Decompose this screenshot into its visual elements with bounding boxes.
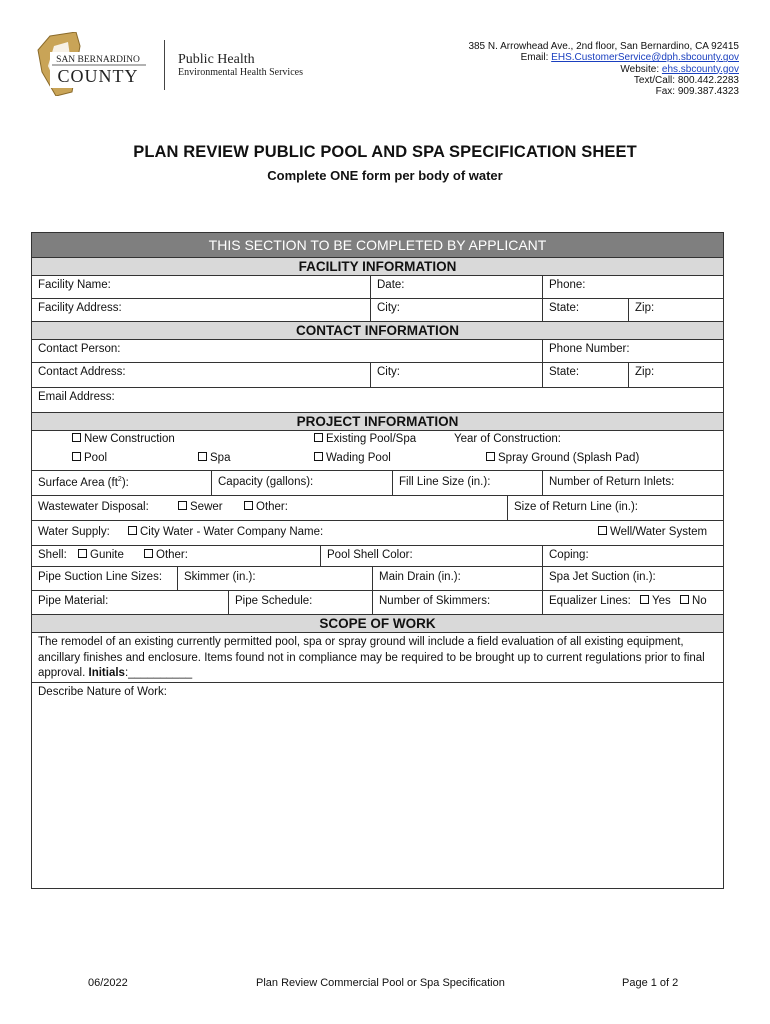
project-row-water [32, 520, 723, 545]
contact-city-field[interactable]: City: [370, 363, 542, 387]
project-row-wastewater [32, 495, 723, 520]
logo-line2: COUNTY [57, 66, 139, 86]
footer-page: Page 1 of 2 [622, 977, 679, 989]
checkbox-icon [144, 549, 153, 558]
facility-address-field[interactable]: Facility Address: [38, 302, 122, 314]
initials-label: Initials [88, 667, 125, 679]
checkbox-icon [244, 501, 253, 510]
department-name: Public Health [178, 52, 255, 67]
website-label: Website: [620, 63, 660, 75]
project-row-sizes [32, 470, 723, 495]
return-line-field[interactable]: Size of Return Line (in.): [507, 496, 725, 520]
address: 385 N. Arrowhead Ave., 2nd floor, San Bernardino, CA 92415 [468, 41, 739, 52]
page-title: PLAN REVIEW PUBLIC POOL AND SPA SPECIFICATION SHEET [133, 143, 637, 161]
contact-zip-field[interactable]: Zip: [628, 363, 725, 387]
pool-checkbox[interactable]: Pool [66, 449, 113, 470]
wastewater-other-checkbox[interactable]: Other: [238, 496, 294, 520]
checkbox-icon [314, 452, 323, 461]
applicant-banner: THIS SECTION TO BE COMPLETED BY APPLICANT [32, 233, 723, 257]
contact-person-field[interactable]: Contact Person: [38, 343, 121, 355]
checkbox-icon [78, 549, 87, 558]
facility-row-1 [32, 275, 723, 298]
project-row-type [32, 430, 723, 449]
year-construction-field[interactable]: Year of Construction: [454, 433, 561, 445]
facility-name-field[interactable]: Facility Name: [38, 279, 111, 291]
well-checkbox[interactable]: Well/Water System [592, 521, 713, 545]
page-subtitle: Complete ONE form per body of water [267, 168, 503, 183]
sewer-checkbox[interactable]: Sewer [172, 496, 229, 520]
city-water-checkbox[interactable]: City Water - Water Company Name: [122, 521, 329, 545]
division-name: Environmental Health Services [178, 67, 303, 78]
logo-line1: SAN BERNARDINO [56, 55, 140, 65]
wastewater-label: Wastewater Disposal: [38, 501, 149, 513]
spray-ground-checkbox[interactable]: Spray Ground (Splash Pad) [480, 449, 645, 470]
facility-city-field[interactable]: City: [370, 299, 542, 321]
water-supply-label: Water Supply: [38, 526, 110, 538]
wading-pool-checkbox[interactable]: Wading Pool [308, 449, 397, 470]
project-row-kind [32, 449, 723, 470]
checkbox-icon [178, 501, 187, 510]
nature-of-work-area[interactable] [32, 682, 723, 888]
contact-row-3 [32, 387, 723, 412]
checkbox-icon [72, 433, 81, 442]
gunite-checkbox[interactable]: Gunite [72, 546, 130, 566]
suction-label: Pipe Suction Line Sizes: [38, 571, 163, 583]
project-row-suction [32, 566, 723, 590]
contact-row-1 [32, 339, 723, 362]
scope-text: The remodel of an existing currently permitted pool, spa or spray ground will include a field evaluation of all existing equipment, ancillary finishes and enclosure. Items found not in compliance may be required to be brought up to current regulations prior to final approval. [38, 636, 705, 679]
existing-pool-checkbox[interactable]: Existing Pool/Spa [308, 431, 422, 449]
text-call: Text/Call: 800.442.2283 [633, 74, 739, 86]
pipe-material-field[interactable]: Pipe Material: [38, 595, 109, 607]
checkbox-icon [198, 452, 207, 461]
checkbox-icon [598, 526, 607, 535]
describe-label: Describe Nature of Work: [38, 686, 167, 698]
contact-phone-field[interactable]: Phone Number: [542, 340, 725, 362]
checkbox-icon [128, 526, 137, 535]
new-construction-checkbox[interactable]: New Construction [66, 431, 181, 449]
project-section-header: PROJECT INFORMATION [32, 412, 723, 430]
footer-doc-name: Plan Review Commercial Pool or Spa Specification [256, 977, 505, 989]
date-field[interactable]: Date: [370, 276, 542, 298]
pipe-schedule-field[interactable]: Pipe Schedule: [228, 591, 372, 614]
checkbox-icon [72, 452, 81, 461]
equalizer-field: Equalizer Lines: Yes No [542, 591, 725, 614]
email-label: Email: [520, 52, 549, 64]
checkbox-icon [486, 452, 495, 461]
checkbox-icon [640, 595, 649, 604]
facility-row-2 [32, 298, 723, 321]
initials-field[interactable]: :__________ [124, 667, 193, 679]
checkbox-icon [680, 595, 689, 604]
email-link[interactable]: EHS.CustomerService@dph.sbcounty.gov [551, 52, 739, 64]
logo-divider [164, 40, 165, 90]
equalizer-no-checkbox[interactable]: No [680, 595, 707, 607]
contact-state-field[interactable]: State: [542, 363, 628, 387]
facility-zip-field[interactable]: Zip: [628, 299, 725, 321]
county-logo [36, 32, 148, 96]
facility-section-header: FACILITY INFORMATION [32, 257, 723, 275]
spa-checkbox[interactable]: Spa [192, 449, 236, 470]
shell-label: Shell: [38, 549, 67, 561]
scope-section-header: SCOPE OF WORK [32, 614, 723, 632]
spa-jet-field[interactable]: Spa Jet Suction (in.): [542, 567, 725, 590]
contact-section-header: CONTACT INFORMATION [32, 321, 723, 339]
facility-state-field[interactable]: State: [542, 299, 628, 321]
skimmer-field[interactable]: Skimmer (in.): [177, 567, 372, 590]
fax: Fax: 909.387.4323 [655, 86, 739, 98]
specification-form [31, 232, 724, 889]
contact-address-field[interactable]: Contact Address: [38, 366, 126, 378]
checkbox-icon [314, 433, 323, 442]
project-row-pipe [32, 590, 723, 614]
footer-date: 06/2022 [88, 977, 128, 989]
num-skimmers-field[interactable]: Number of Skimmers: [372, 591, 542, 614]
project-row-shell [32, 545, 723, 566]
coping-field[interactable]: Coping: [542, 546, 725, 566]
surface-area-field[interactable]: Surface Area $(ft^2)$: [38, 476, 129, 489]
email-address-field[interactable]: Email Address: [38, 391, 115, 403]
shell-other-checkbox[interactable]: Other: [138, 546, 194, 566]
capacity-field[interactable]: Capacity (gallons): [211, 471, 392, 495]
scope-paragraph [32, 632, 723, 682]
fill-line-field[interactable]: Fill Line Size (in.): [392, 471, 542, 495]
main-drain-field[interactable]: Main Drain (in.): [372, 567, 542, 590]
contact-block [468, 41, 739, 97]
facility-phone-field[interactable]: Phone: [542, 276, 725, 298]
return-inlets-field[interactable]: Number of Return Inlets: [542, 471, 725, 495]
equalizer-yes-checkbox[interactable]: Yes [640, 595, 671, 607]
contact-row-2 [32, 362, 723, 387]
website-link[interactable]: ehs.sbcounty.gov [661, 63, 739, 75]
shell-color-field[interactable]: Pool Shell Color: [320, 546, 542, 566]
